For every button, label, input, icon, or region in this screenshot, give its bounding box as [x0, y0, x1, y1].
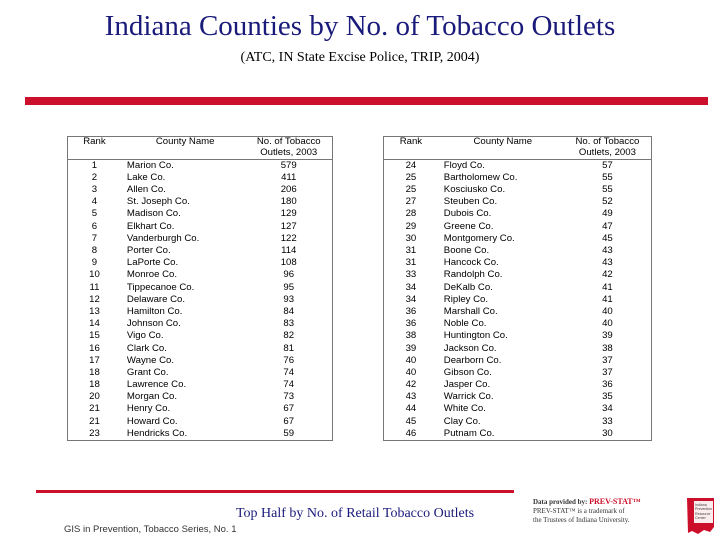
county-name-cell: Noble Co. — [443, 318, 487, 330]
rank-cell: 36 — [405, 305, 417, 317]
table-row — [384, 258, 652, 270]
county-name-cell: Hancock Co. — [443, 257, 499, 269]
outlet-count-cell: 35 — [602, 391, 613, 403]
table-row — [384, 209, 652, 221]
outlet-count-cell: 37 — [602, 354, 613, 366]
county-name-cell: Tippecanoe Co. — [126, 281, 195, 293]
rank-cell: 24 — [405, 159, 417, 171]
rank-cell: 31 — [405, 245, 417, 256]
county-name-cell: Warrick Co. — [443, 391, 494, 403]
top-divider — [25, 97, 708, 105]
county-name-cell: Gibson Co. — [443, 366, 492, 378]
table-row — [384, 331, 652, 343]
outlet-count-cell: 82 — [283, 330, 295, 342]
county-name-cell: Vigo Co. — [126, 330, 164, 342]
table-row — [384, 367, 652, 379]
outlet-count-cell: 39 — [602, 330, 613, 342]
rank-cell: 9 — [91, 257, 98, 269]
outlet-count-cell: 34 — [602, 403, 613, 415]
county-name-cell: Clay Co. — [443, 415, 481, 427]
footer-caption: Top Half by No. of Retail Tobacco Outlets — [235, 506, 475, 521]
table-row — [68, 355, 333, 367]
rank-cell: 28 — [405, 208, 417, 220]
outlets-header-year: Outlets, 2003 — [578, 147, 636, 159]
outlet-count-cell: 41 — [602, 293, 613, 305]
credit-line-2: PREV-STAT™ is a trademark of — [533, 507, 625, 515]
outlet-count-cell: 579 — [280, 159, 297, 171]
credit-brand: PREV-STAT™ — [589, 497, 641, 506]
table-row — [68, 294, 333, 306]
county-name-cell: Randolph Co. — [443, 269, 503, 281]
outlet-count-cell: 206 — [280, 184, 297, 196]
outlet-count-cell: 30 — [602, 427, 613, 439]
county-name-cell: Clark Co. — [126, 342, 167, 354]
outlet-count-cell: 84 — [283, 305, 295, 317]
rank-cell: 14 — [89, 318, 100, 330]
table-row — [384, 233, 652, 245]
table-row — [68, 282, 333, 294]
right-table-body — [384, 160, 652, 441]
data-credit — [533, 497, 683, 525]
table-row — [384, 416, 652, 428]
county-name-cell: Howard Co. — [126, 415, 178, 427]
table-row — [68, 233, 333, 245]
outlet-count-cell: 83 — [283, 318, 295, 330]
rank-cell: 25 — [405, 184, 417, 196]
rank-header: Rank — [399, 136, 423, 148]
rank-cell: 27 — [405, 196, 417, 208]
page-title: Indiana Counties by No. of Tobacco Outlets — [104, 10, 616, 42]
indiana-prevention-logo — [686, 497, 716, 535]
outlet-count-cell: 49 — [602, 208, 613, 220]
rank-cell: 42 — [405, 379, 417, 391]
table-row — [68, 197, 333, 209]
county-name-cell: Putnam Co. — [443, 427, 495, 439]
table-row — [384, 197, 652, 209]
table-row — [384, 294, 652, 306]
rank-cell: 15 — [89, 330, 100, 342]
table-row — [68, 343, 333, 355]
table-row — [384, 172, 652, 184]
county-name-cell: Johnson Co. — [126, 318, 181, 330]
bottom-divider — [36, 490, 514, 493]
table-row — [384, 184, 652, 196]
rank-cell: 11 — [89, 281, 100, 293]
outlet-count-cell: 74 — [283, 379, 295, 391]
rank-cell: 10 — [89, 269, 100, 281]
county-name-cell: Hendricks Co. — [126, 427, 188, 439]
outlet-count-cell: 40 — [602, 305, 613, 317]
outlet-count-cell: 108 — [280, 257, 297, 269]
outlet-count-cell: 55 — [602, 184, 613, 196]
county-name-cell: Kosciusko Co. — [443, 184, 506, 196]
left-table-body — [68, 160, 333, 441]
table-row — [68, 270, 333, 282]
rank-cell: 30 — [405, 232, 417, 244]
rank-cell: 8 — [91, 245, 98, 256]
county-name-cell: Hamilton Co. — [126, 305, 183, 317]
county-name-cell: Ripley Co. — [443, 293, 489, 305]
rank-cell: 18 — [89, 379, 100, 391]
county-name-cell: Delaware Co. — [126, 293, 186, 305]
rank-cell: 34 — [405, 293, 417, 305]
credit-line-3: the Trustees of Indiana University. — [533, 516, 630, 524]
table-row — [384, 306, 652, 318]
table-row — [68, 245, 333, 257]
table-row — [68, 367, 333, 379]
county-name-cell: Vanderburgh Co. — [126, 232, 200, 244]
outlet-count-cell: 47 — [602, 220, 613, 232]
table-row — [68, 331, 333, 343]
rank-cell: 1 — [91, 159, 98, 171]
outlet-count-cell: 122 — [280, 232, 297, 244]
outlet-count-cell: 67 — [283, 403, 295, 415]
outlet-count-cell: 36 — [602, 379, 613, 391]
county-name-cell: Greene Co. — [443, 220, 494, 232]
outlet-count-cell: 81 — [283, 342, 295, 354]
county-header: County Name — [155, 136, 215, 148]
county-name-cell: Porter Co. — [126, 245, 171, 256]
outlet-count-cell: 129 — [280, 208, 297, 220]
outlet-count-cell: 93 — [283, 293, 295, 305]
left-county-table — [67, 136, 333, 441]
county-name-cell: Dearborn Co. — [443, 354, 502, 366]
outlet-count-cell: 76 — [283, 354, 295, 366]
logo-text: Indiana Prevention Resource Center — [695, 503, 713, 521]
outlet-count-cell: 411 — [281, 171, 297, 183]
table-row — [384, 270, 652, 282]
county-name-cell: Madison Co. — [126, 208, 181, 220]
county-name-cell: Monroe Co. — [126, 269, 178, 281]
table-row — [384, 355, 652, 367]
county-name-cell: Lake Co. — [126, 171, 166, 183]
county-name-cell: Lawrence Co. — [126, 379, 187, 391]
outlet-count-cell: 43 — [602, 245, 613, 256]
table-row — [68, 258, 333, 270]
rank-cell: 4 — [91, 196, 98, 208]
county-name-cell: Marshall Co. — [443, 305, 498, 317]
table-row — [68, 428, 333, 441]
county-name-cell: Steuben Co. — [443, 196, 498, 208]
rank-cell: 40 — [405, 366, 417, 378]
county-name-cell: Boone Co. — [443, 245, 490, 256]
table-row — [68, 221, 333, 233]
rank-cell: 46 — [405, 427, 417, 439]
table-header-row-2 — [384, 148, 652, 160]
outlet-count-cell: 95 — [283, 281, 295, 293]
rank-cell: 6 — [91, 220, 98, 232]
rank-cell: 13 — [89, 305, 100, 317]
outlet-count-cell: 33 — [602, 415, 613, 427]
rank-cell: 43 — [405, 391, 417, 403]
county-name-cell: Bartholomew Co. — [443, 171, 518, 183]
outlet-count-cell: 57 — [602, 159, 613, 171]
outlet-count-cell: 38 — [602, 342, 613, 354]
table-row — [384, 160, 652, 173]
county-name-cell: Elkhart Co. — [126, 220, 175, 232]
outlet-count-cell: 127 — [280, 220, 297, 232]
rank-cell: 23 — [89, 427, 100, 439]
table-row — [384, 392, 652, 404]
rank-cell: 20 — [89, 391, 100, 403]
outlet-count-cell: 74 — [283, 366, 295, 378]
rank-cell: 7 — [91, 232, 98, 244]
rank-cell: 40 — [405, 354, 417, 366]
table-row — [68, 416, 333, 428]
outlets-header: No. of Tobacco — [256, 136, 321, 148]
table-row — [68, 172, 333, 184]
table-row — [68, 306, 333, 318]
county-name-cell: DeKalb Co. — [443, 281, 493, 293]
table-row — [68, 404, 333, 416]
outlet-count-cell: 45 — [602, 232, 613, 244]
county-name-cell: Huntington Co. — [443, 330, 508, 342]
table-row — [68, 160, 333, 173]
table-header-row-2 — [68, 148, 333, 160]
table-row — [384, 379, 652, 391]
table-row — [384, 428, 652, 441]
county-name-cell: Morgan Co. — [126, 391, 178, 403]
rank-cell: 16 — [89, 342, 100, 354]
outlet-count-cell: 42 — [602, 269, 613, 281]
outlet-count-cell: 59 — [283, 427, 295, 439]
rank-cell: 17 — [89, 354, 100, 366]
rank-cell: 33 — [405, 269, 417, 281]
table-row — [384, 404, 652, 416]
table-row — [68, 392, 333, 404]
outlet-count-cell: 43 — [602, 257, 613, 269]
outlet-count-cell: 67 — [283, 415, 295, 427]
rank-cell: 31 — [405, 257, 417, 269]
county-name-cell: Floyd Co. — [443, 159, 485, 171]
rank-cell: 34 — [405, 281, 417, 293]
county-name-cell: Jasper Co. — [443, 379, 491, 391]
outlets-header: No. of Tobacco — [575, 136, 640, 148]
county-name-cell: White Co. — [443, 403, 486, 415]
table-row — [68, 184, 333, 196]
outlet-count-cell: 114 — [281, 245, 297, 256]
credit-prefix: Data provided by: — [533, 498, 588, 506]
outlet-count-cell: 55 — [602, 171, 613, 183]
county-name-cell: Allen Co. — [126, 184, 166, 196]
outlet-count-cell: 40 — [602, 318, 613, 330]
table-row — [384, 343, 652, 355]
rank-cell: 25 — [405, 171, 417, 183]
county-name-cell: Jackson Co. — [443, 342, 497, 354]
rank-cell: 29 — [405, 220, 417, 232]
rank-cell: 36 — [405, 318, 417, 330]
table-row — [68, 209, 333, 221]
rank-cell: 12 — [89, 293, 100, 305]
county-name-cell: Grant Co. — [126, 366, 169, 378]
outlet-count-cell: 41 — [602, 281, 613, 293]
series-label: GIS in Prevention, Tobacco Series, No. 1 — [64, 524, 237, 535]
outlets-header-year: Outlets, 2003 — [260, 147, 318, 159]
rank-cell: 21 — [89, 403, 100, 415]
county-name-cell: Wayne Co. — [126, 354, 175, 366]
table-row — [384, 245, 652, 257]
rank-cell: 18 — [89, 366, 100, 378]
county-name-cell: Montgomery Co. — [443, 232, 515, 244]
right-county-table — [383, 136, 652, 441]
rank-cell: 2 — [91, 171, 98, 183]
table-row — [384, 318, 652, 330]
county-name-cell: Dubois Co. — [443, 208, 492, 220]
county-header: County Name — [473, 136, 533, 148]
outlet-count-cell: 96 — [283, 269, 295, 281]
rank-cell: 21 — [89, 415, 100, 427]
table-row — [384, 282, 652, 294]
rank-cell: 5 — [91, 208, 98, 220]
rank-cell: 44 — [405, 403, 417, 415]
rank-header: Rank — [83, 136, 106, 148]
table-row — [384, 221, 652, 233]
outlet-count-cell: 73 — [283, 391, 295, 403]
county-name-cell: St. Joseph Co. — [126, 196, 190, 208]
page-subtitle: (ATC, IN State Excise Police, TRIP, 2004) — [240, 50, 480, 65]
credit-line-1 — [533, 497, 683, 507]
outlet-count-cell: 52 — [602, 196, 613, 208]
county-name-cell: Marion Co. — [126, 159, 174, 171]
county-name-cell: LaPorte Co. — [126, 257, 179, 269]
rank-cell: 45 — [405, 415, 417, 427]
rank-cell: 38 — [405, 330, 417, 342]
outlet-count-cell: 180 — [280, 196, 297, 208]
table-row — [68, 379, 333, 391]
county-name-cell: Henry Co. — [126, 403, 171, 415]
rank-cell: 3 — [91, 184, 98, 196]
outlet-count-cell: 37 — [602, 366, 613, 378]
table-row — [68, 318, 333, 330]
rank-cell: 39 — [405, 342, 417, 354]
